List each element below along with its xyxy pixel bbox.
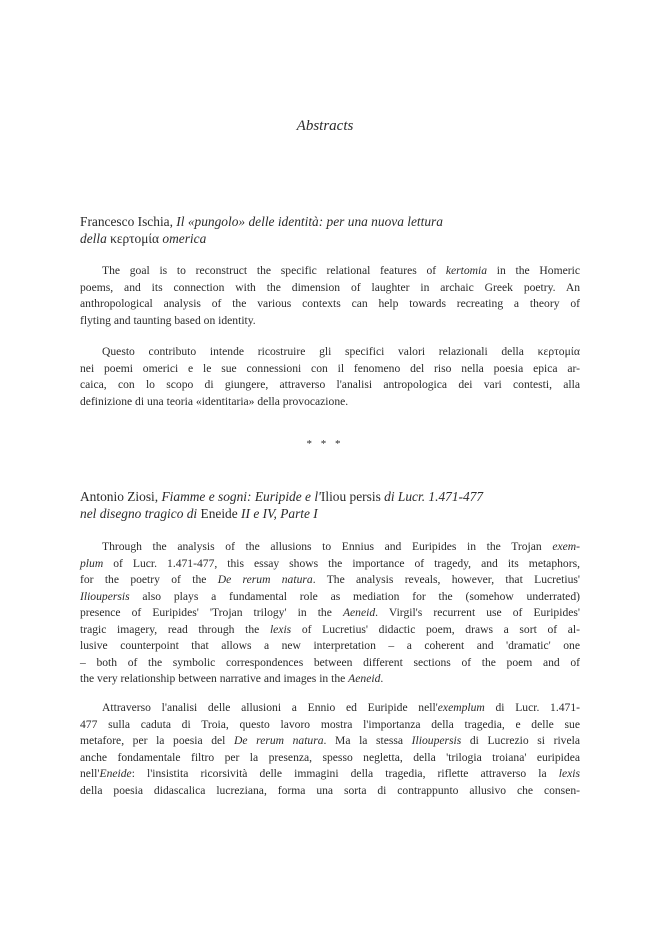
entry-1-heading-line-2: della κερτομία omerica [80,231,207,246]
entry-2-author: Antonio Ziosi, [80,489,159,504]
entry-1-abstract-italian: Questo contributo intende ricostruire gli specifici valori relazionali della κερτομία nei poemi omerici e le sue connessioni con il fenomeno del riso nella poesia epica ar- caica, con lo scopo di giungere, attraverso l'analisi antropologica dei vari contesti, alla definizione di una teoria «identitaria» della provocazione. [80,345,580,408]
page-title: Abstracts [296,118,354,134]
greek-term: κερτομία [537,345,580,358]
entry-2-heading [80,488,580,522]
entry-1-heading-line-1 [80,213,580,230]
entry-1-title: Il «pungolo» delle identità: per una nuova lettura [172,214,443,229]
section-separator: * * * [306,438,344,450]
entry-1-author: Francesco Ischia, [80,214,173,229]
entry-2-heading-line-1: Antonio Ziosi, Fiamme e sogni: Euripide e l'Iliou persis di Lucr. 1.471-477 [80,489,484,504]
entry-1-abstract-english: The goal is to reconstruct the specific relational features of kertomia in the Homeric poems, and its connection with the dimension of laughter in archaic Greek poetry. An anthropological analysis of the various contexts can help towards recreating a theory of flyting and taunting based on identity. [80,264,580,327]
entry-2-abstract-italian: Attraverso l'analisi delle allusioni a Ennio ed Euripide nell'exemplum di Lucr. 1.471- 477 sulla caduta di Troia, questo lavoro mostra l'importanza della tragedia, e delle sue metafore, per la poesia del De rerum natura. Ma la stessa Ilioupersis di Lucrezio si rivela anche fondamentale filtro per la presenza, spesso negletta, della 'trilogia troiana' euripidea nell'Eneide: l'insistita ricorsività delle immagini della tragedia, riflette attraverso la lexis della poesia didascalica lucreziana, forma una sorta di contrappunto allusivo che consen- [80,701,580,797]
entry-2-heading-line-2: nel disegno tragico di Eneide II e IV, Parte I [80,506,318,521]
greek-term: κερτομία [110,231,160,246]
entry-2-abstract-english: Through the analysis of the allusions to Ennius and Euripides in the Trojan exem- plum of Lucr. 1.471-477, this essay shows the importance of tragedy, and its metaphors, for the poetry of the De rerum natura. The analysis reveals, however, that Lucretius' Ilioupersis also plays a fundamental role as mediation for the (somehow underrated) presence of Euripides' 'Trojan trilogy' in the Aeneid. Virgil's recurrent use of Euripides' tragic imagery, read through the lexis of Lucretius' didactic poem, draws a sort of al- lusive counterpoint that allows a new interpretation – a coherent and 'dramatic' one – both of the symbolic correspondences between different sections of the poem and of the very relationship between narrative and images in the Aeneid. [80,540,580,685]
entry-1-heading [80,213,580,247]
